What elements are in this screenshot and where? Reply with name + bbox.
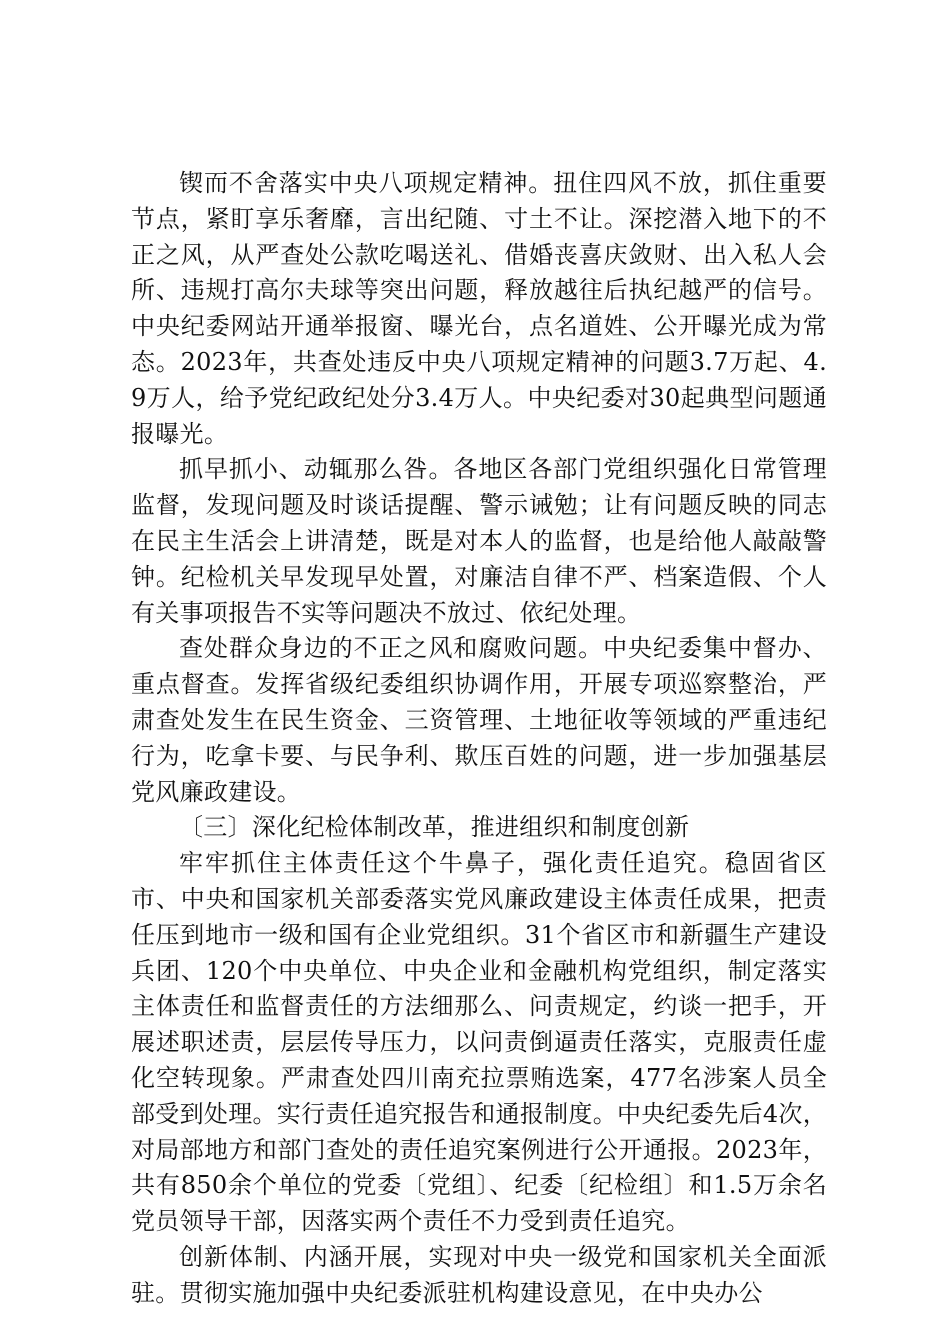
paragraph-grassroots: 查处群众身边的不正之风和腐败问题。中央纪委集中督办、重点督查。发挥省级纪委组织协调作用，开展专项巡察整治，严肃查处发生在民生资金、三资管理、土地征收等领域的严重违纪行为，吃拿卡要、与民争利、欺压百姓的问题，进一步加强基层党风廉政建设。	[131, 634, 827, 806]
paragraph-innovation: 创新体制、内涵开展，实现对中央一级党和国家机关全面派驻。贯彻实施加强中央纪委派驻机构建设意见，在中央办公	[131, 1242, 827, 1307]
paragraph-responsibility: 牢牢抓住主体责任这个牛鼻子，强化责任追究。稳固省区市、中央和国家机关部委落实党风廉政建设主体责任成果，把责任压到地市一级和国有企业党组织。31个省区市和新疆生产建设兵团、120个中央单位、中央企业和金融机构党组织，制定落实主体责任和监督责任的方法细那么、问责规定，约谈一把手，开展述职述责，层层传导压力，以问责倒逼责任落实，克服责任虚化空转现象。严肃查处四川南充拉票贿选案，477名涉案人员全部受到处理。实行责任追究报告和通报制度。中央纪委先后4次，对局部地方和部门查处的责任追究案例进行公开通报。2023年，共有850余个单位的党委〔党组〕、纪委〔纪检组〕和1.5万余名党员领导干部，因落实两个责任不力受到责任追究。	[131, 849, 827, 1236]
paragraph-eight-rules: 锲而不舍落实中央八项规定精神。扭住四风不放，抓住重要节点，紧盯享乐奢靡，言出纪随、寸土不让。深挖潜入地下的不正之风，从严查处公款吃喝送礼、借婚丧喜庆敛财、出入私人会所、违规打高尔夫球等突出问题，释放越往后执纪越严的信号。中央纪委网站开通举报窗、曝光台，点名道姓、公开曝光成为常态。2023年，共查处违反中央八项规定精神的问题3.7万起、4.9万人，给予党纪政纪处分3.4万人。中央纪委对30起典型问题通报曝光。	[131, 169, 827, 448]
document-page	[131, 166, 827, 1312]
paragraph-early-action: 抓早抓小、动辄那么咎。各地区各部门党组织强化日常管理监督，发现问题及时谈话提醒、警示诫勉；让有问题反映的同志在民主生活会上讲清楚，既是对本人的监督，也是给他人敲敲警钟。纪检机关早发现早处置，对廉洁自律不严、档案造假、个人有关事项报告不实等问题决不放过、依纪处理。	[131, 455, 827, 627]
section-heading-three: 〔三〕深化纪检体制改革，推进组织和制度创新	[179, 813, 690, 842]
